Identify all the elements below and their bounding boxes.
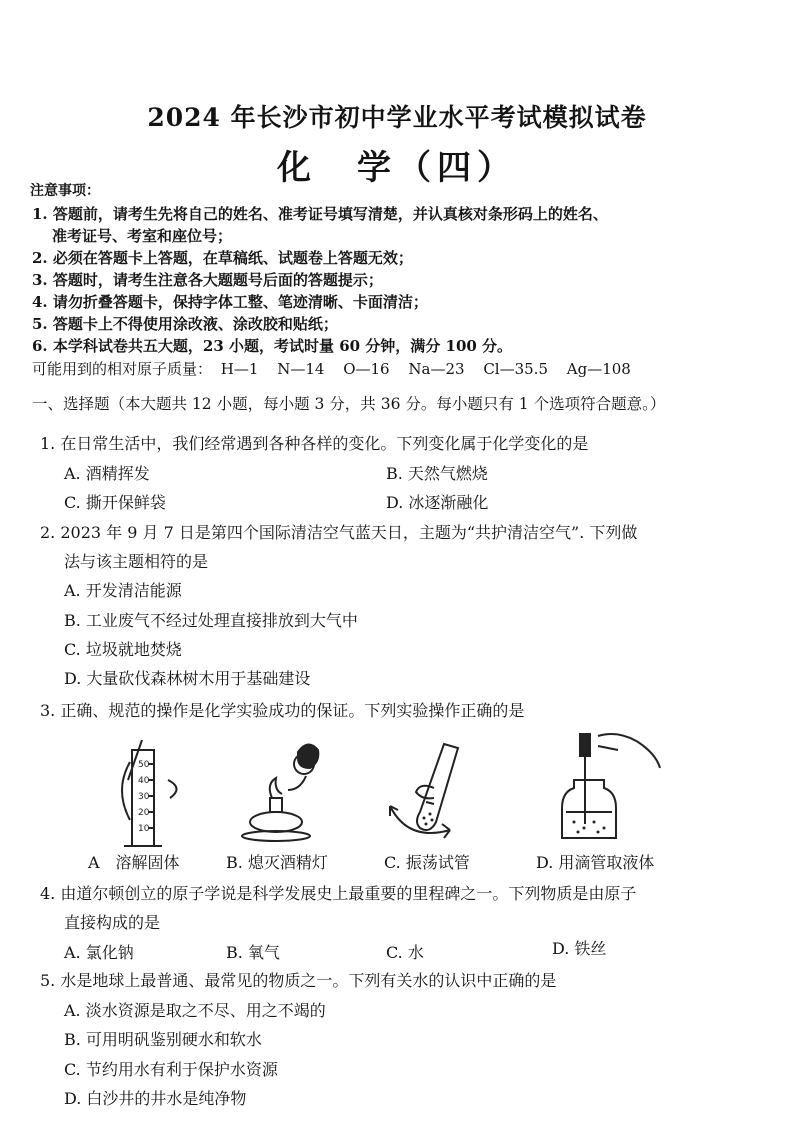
q4-stem-line1: 4. 由道尔顿创立的原子学说是科学发展史上最重要的里程碑之一。下列物质是由原子 <box>40 884 637 903</box>
exam-title: 2024 年长沙市初中学业水平考试模拟试卷 <box>147 103 647 132</box>
q3-option-a: A 溶解固体 <box>88 853 180 872</box>
note-1: 1. 答题前，请考生先将自己的姓名、准考证号填写清楚，并认真核对条形码上的姓名、 <box>32 205 608 223</box>
q4-option-b: B. 氧气 <box>226 943 280 962</box>
q4-option-d: D. 铁丝 <box>552 939 607 958</box>
figure-c-shake-tube <box>386 738 482 850</box>
q3-option-c: C. 振荡试管 <box>384 853 470 872</box>
tube-liquid-dots <box>423 813 434 826</box>
cylinder-mark-40: 40 <box>138 776 150 786</box>
note-1-cont: 准考证号、考室和座位号； <box>52 227 233 245</box>
q5-option-a: A. 淡水资源是取之不尽、用之不竭的 <box>64 1001 326 1020</box>
q2-option-d: D. 大量砍伐森林树木用于基础建设 <box>64 669 311 688</box>
q1-option-a: A. 酒精挥发 <box>64 464 150 483</box>
atomic-masses <box>32 358 645 379</box>
q1-option-b: B. 天然气燃烧 <box>386 464 488 483</box>
q2-option-a: A. 开发清洁能源 <box>64 581 182 600</box>
note-4: 4. 请勿折叠答题卡，保持字体工整、笔迹清晰、卡面清洁； <box>32 293 428 311</box>
cylinder-mark-20: 20 <box>138 808 150 818</box>
q5-option-c: C. 节约用水有利于保护水资源 <box>64 1060 278 1079</box>
q2-stem-line1: 2. 2023 年 9 月 7 日是第四个国际清洁空气蓝天日，主题为“共护清洁空气”. 下列做 <box>40 523 638 542</box>
q5-stem: 5. 水是地球上最普通、最常见的物质之一。下列有关水的认识中正确的是 <box>40 971 557 990</box>
q1-option-c: C. 撕开保鲜袋 <box>64 493 166 512</box>
q2-option-c: C. 垃圾就地焚烧 <box>64 640 182 659</box>
mass-o: O—16 <box>343 360 390 378</box>
dropper-drawing <box>562 734 660 838</box>
q3-option-d: D. 用滴管取液体 <box>536 853 655 872</box>
mass-cl: Cl—35.5 <box>483 360 548 378</box>
mass-na: Na—23 <box>408 360 465 378</box>
mass-n: N—14 <box>277 360 325 378</box>
note-3: 3. 答题时，请考生注意各大题题号后面的答题提示； <box>32 271 383 289</box>
q5-option-b: B. 可用明矾鉴别硬水和软水 <box>64 1030 262 1049</box>
subject-title: 化 学（四） <box>277 148 517 188</box>
bottle-liquid-dots <box>573 821 606 834</box>
figure-a-dissolving-solid <box>108 740 190 852</box>
cylinder-mark-10: 10 <box>138 824 150 834</box>
cylinder-mark-30: 30 <box>138 792 150 802</box>
atomic-masses-label: 可能用到的相对原子质量： <box>32 360 213 378</box>
mass-ag: Ag—108 <box>566 360 631 378</box>
q1-option-d: D. 冰逐渐融化 <box>386 493 489 512</box>
q4-stem-line2: 直接构成的是 <box>64 913 161 932</box>
q3-stem: 3. 正确、规范的操作是化学实验成功的保证。下列实验操作正确的是 <box>40 701 525 720</box>
cylinder-mark-50: 50 <box>138 760 150 770</box>
q1-stem: 1. 在日常生活中，我们经常遇到各种各样的变化。下列变化属于化学变化的是 <box>40 434 589 453</box>
notes-heading: 注意事项： <box>30 183 100 199</box>
q4-option-a: A. 氯化钠 <box>64 943 134 962</box>
note-5: 5. 答题卡上不得使用涂改液、涂改胶和贴纸； <box>32 315 338 333</box>
lamp-drawing <box>242 744 318 841</box>
q2-option-b: B. 工业废气不经过处理直接排放到大气中 <box>64 611 358 630</box>
mass-h: H—1 <box>220 360 259 378</box>
figure-b-extinguish-lamp <box>236 734 332 846</box>
q5-option-d: D. 白沙井的井水是纯净物 <box>64 1089 247 1108</box>
note-2: 2. 必须在答题卡上答题，在草稿纸、试题卷上答题无效； <box>32 249 413 267</box>
tube-drawing <box>390 744 458 838</box>
q4-option-c: C. 水 <box>386 943 424 962</box>
figure-d-dropper <box>560 728 670 846</box>
q3-option-b: B. 熄灭酒精灯 <box>226 853 328 872</box>
note-6: 6. 本学科试卷共五大题，23 小题，考试时量 60 分钟，满分 100 分。 <box>32 337 513 355</box>
section-1-heading: 一、选择题（本大题共 12 小题，每小题 3 分，共 36 分。每小题只有 1 个选项符合题意。） <box>32 395 666 413</box>
q2-stem-line2: 法与该主题相符的是 <box>64 552 209 571</box>
